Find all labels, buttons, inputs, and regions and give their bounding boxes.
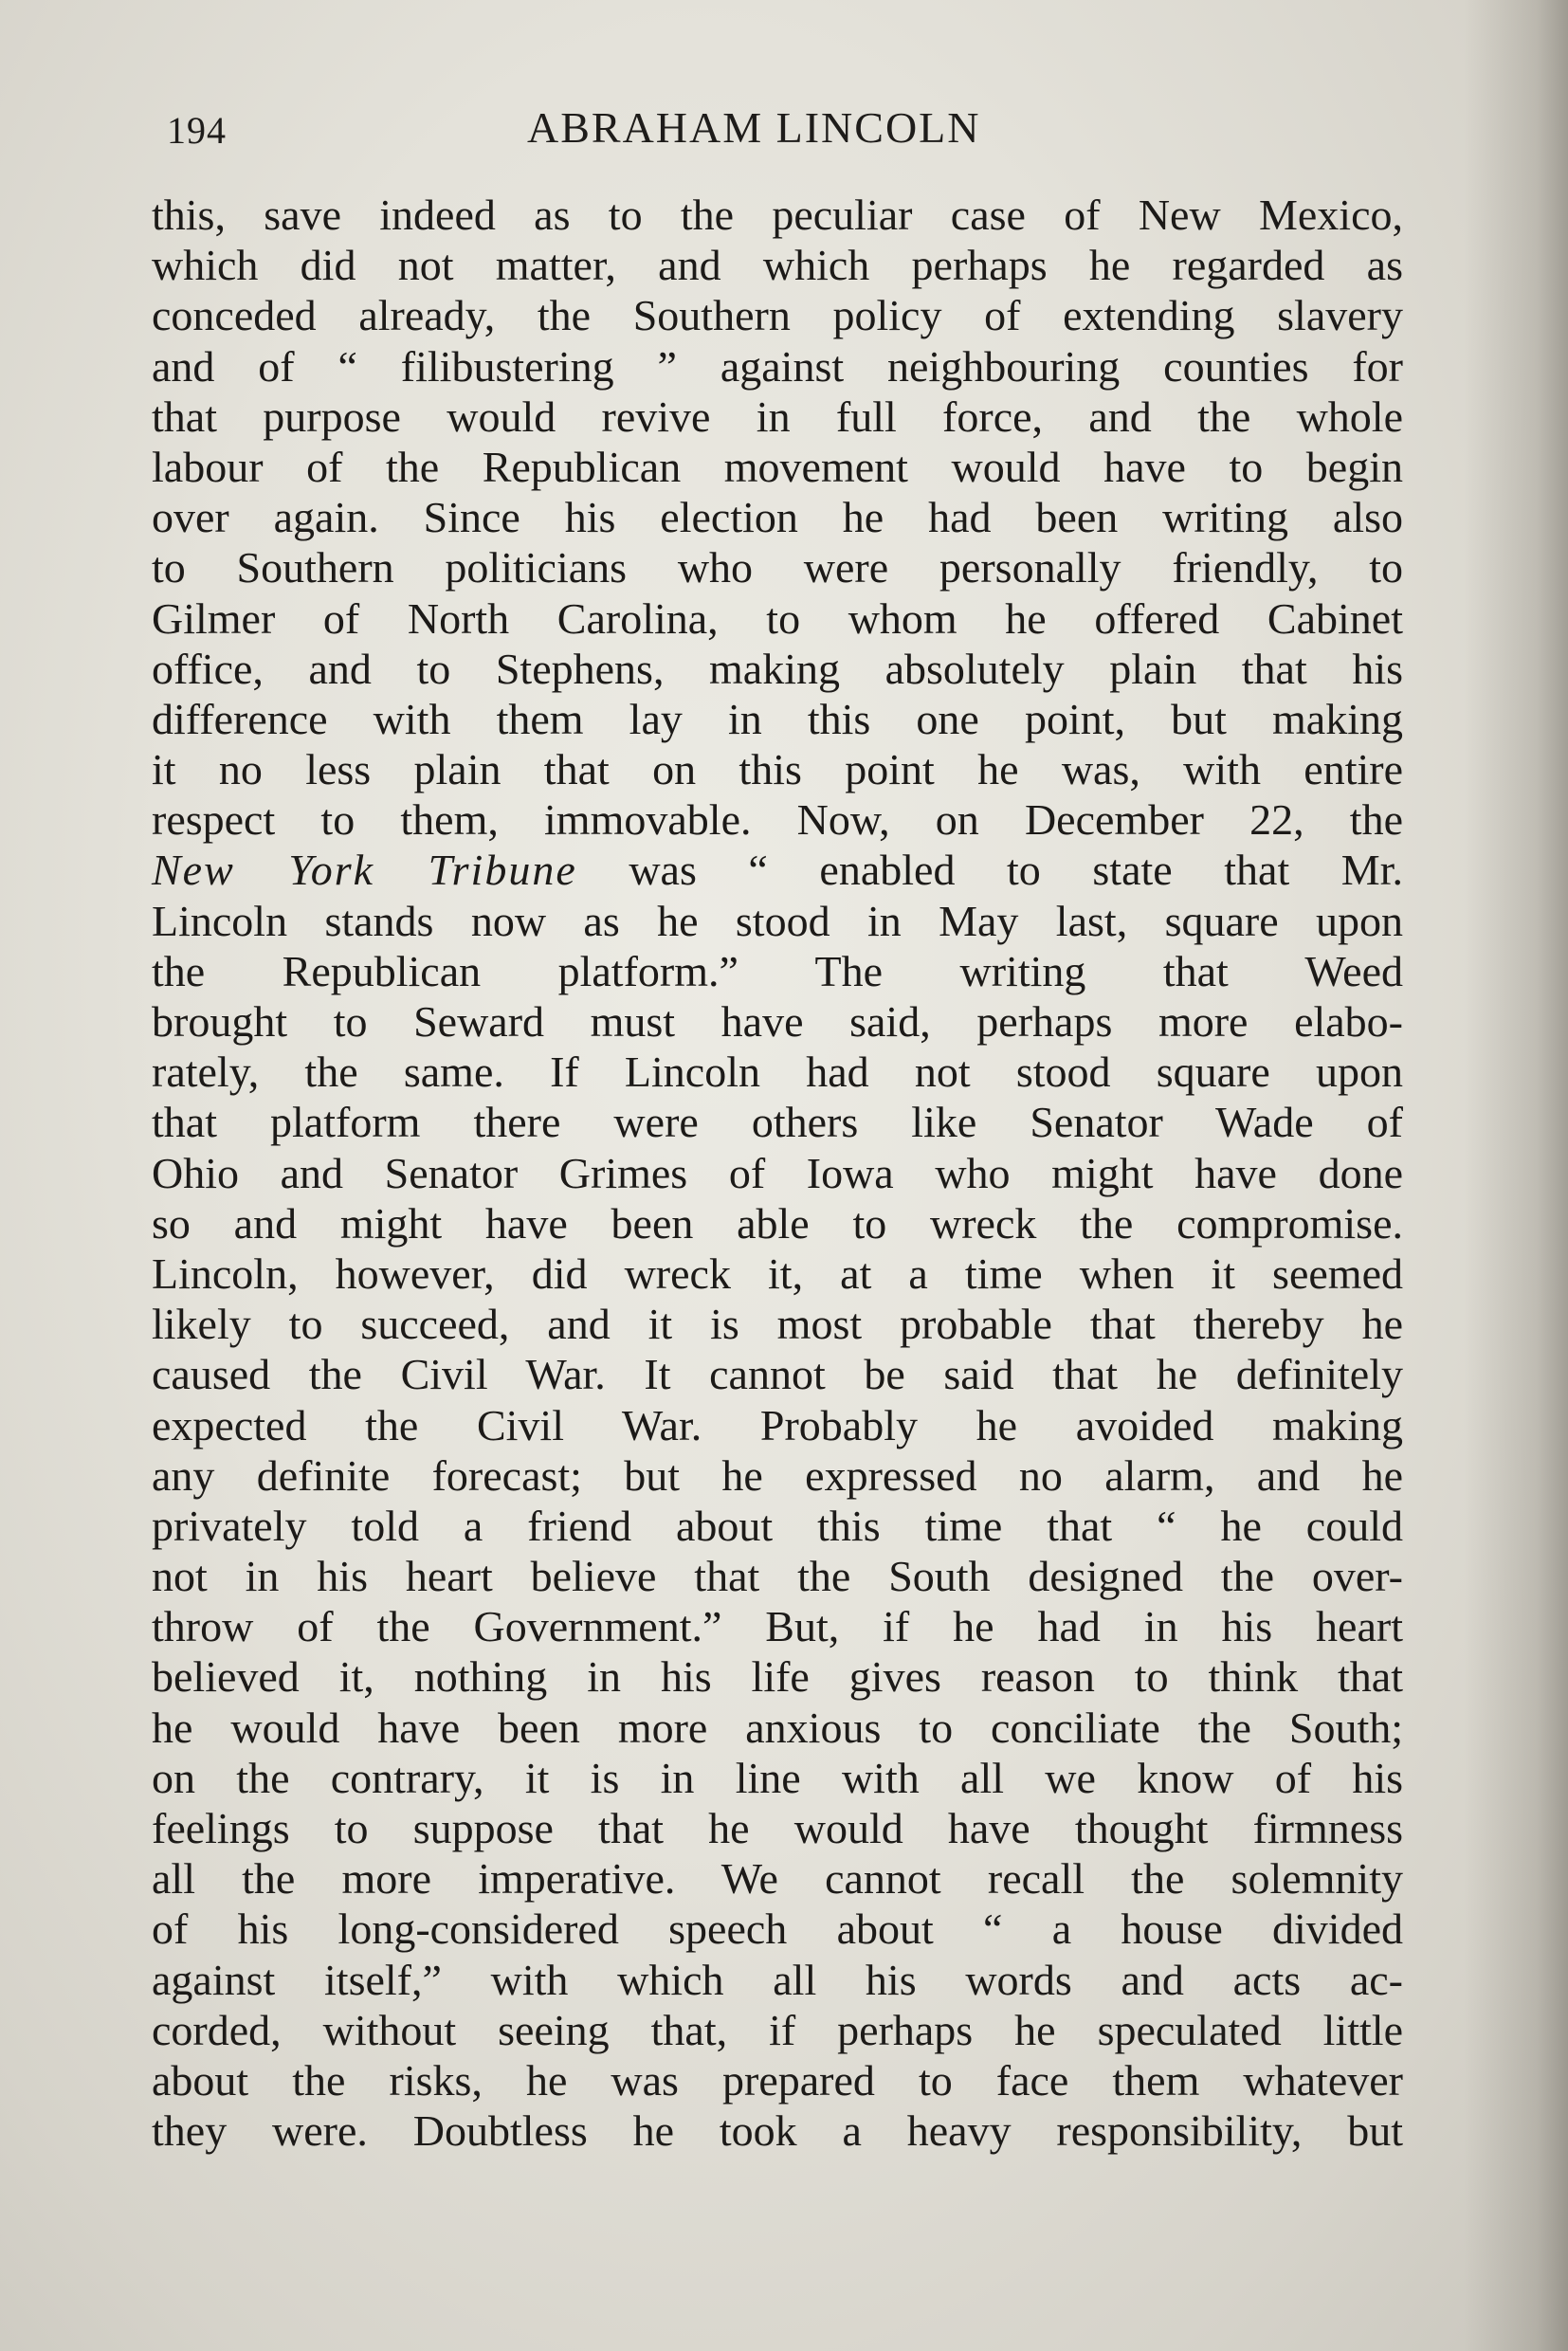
text-line: the Republican platform.” The writing that Weed xyxy=(152,946,1403,995)
text-line: not in his heart believe that the South designed the over- xyxy=(152,1552,1403,1601)
text-line: Lincoln stands now as he stood in May last, square upon xyxy=(152,896,1403,945)
text-line-with-italic xyxy=(152,845,1403,895)
text-line: corded, without seeing that, if perhaps he speculated little xyxy=(152,2005,1403,2054)
text-line: on the contrary, it is in line with all we know of his xyxy=(152,1753,1403,1802)
text-line: Gilmer of North Carolina, to whom he offered Cabinet xyxy=(152,593,1403,643)
text-line: caused the Civil War. It cannot be said that he definitely xyxy=(152,1350,1403,1399)
text-line: rately, the same. If Lincoln had not stood square upon xyxy=(152,1048,1403,1097)
text-line: throw of the Government.” But, if he had in his heart xyxy=(152,1602,1403,1651)
text-line: so and might have been able to wreck the compromise. xyxy=(152,1198,1403,1248)
text-line: Lincoln, however, did wreck it, at a time when it seemed xyxy=(152,1248,1403,1298)
text-line: against itself,” with which all his words and acts ac- xyxy=(152,1955,1403,2004)
text-line: they were. Doubtless he took a heavy responsibility, but xyxy=(152,2106,1403,2156)
text-line: that platform there were others like Senator Wade of xyxy=(152,1098,1403,1147)
text-line: any definite forecast; but he expressed no alarm, and he xyxy=(152,1450,1403,1500)
text-line-remainder: was “ enabled to state that Mr. xyxy=(576,846,1403,895)
text-line: and of “ filibustering ” against neighbouring counties for xyxy=(152,341,1403,391)
text-line: that purpose would revive in full force, and the whole xyxy=(152,392,1403,441)
body-text xyxy=(152,190,1403,2156)
text-line: of his long-considered speech about “ a house divided xyxy=(152,1904,1403,1954)
text-line: likely to succeed, and it is most probable that thereby he xyxy=(152,1300,1403,1349)
text-line: about the risks, he was prepared to face them whatever xyxy=(152,2055,1403,2105)
text-line: brought to Seward must have said, perhaps more elabo- xyxy=(152,997,1403,1046)
text-line: feelings to suppose that he would have thought firmness xyxy=(152,1804,1403,1852)
text-line: respect to them, immovable. Now, on December 22, the xyxy=(152,795,1403,845)
running-title: ABRAHAM LINCOLN xyxy=(527,103,981,152)
text-line: it no less plain that on this point he was, with entire xyxy=(152,745,1403,794)
page-number: 194 xyxy=(167,109,227,152)
newspaper-title: New York Tribune xyxy=(152,846,577,895)
text-line: to Southern politicians who were personally friendly, to xyxy=(152,543,1403,592)
text-line: conceded already, the Southern policy of extending slavery xyxy=(152,291,1403,340)
text-line: this, save indeed as to the peculiar case of New Mexico, xyxy=(152,191,1403,239)
text-line: over again. Since his election he had been writing also xyxy=(152,493,1403,542)
text-line: office, and to Stephens, making absolutely plain that his xyxy=(152,644,1403,693)
text-line: which did not matter, and which perhaps he regarded as xyxy=(152,241,1403,290)
text-line: all the more imperative. We cannot recall the solemnity xyxy=(152,1854,1403,1904)
text-line: difference with them lay in this one point, but making xyxy=(152,694,1403,743)
text-line: privately told a friend about this time that “ he could xyxy=(152,1501,1403,1550)
text-line: he would have been more anxious to conciliate the South; xyxy=(152,1703,1403,1752)
text-line: expected the Civil War. Probably he avoided making xyxy=(152,1400,1403,1449)
text-line: Ohio and Senator Grimes of Iowa who might have done xyxy=(152,1148,1403,1197)
running-header xyxy=(167,102,1035,159)
text-line: labour of the Republican movement would have to begin xyxy=(152,442,1403,491)
text-line: believed it, nothing in his life gives reason to think that xyxy=(152,1652,1403,1702)
